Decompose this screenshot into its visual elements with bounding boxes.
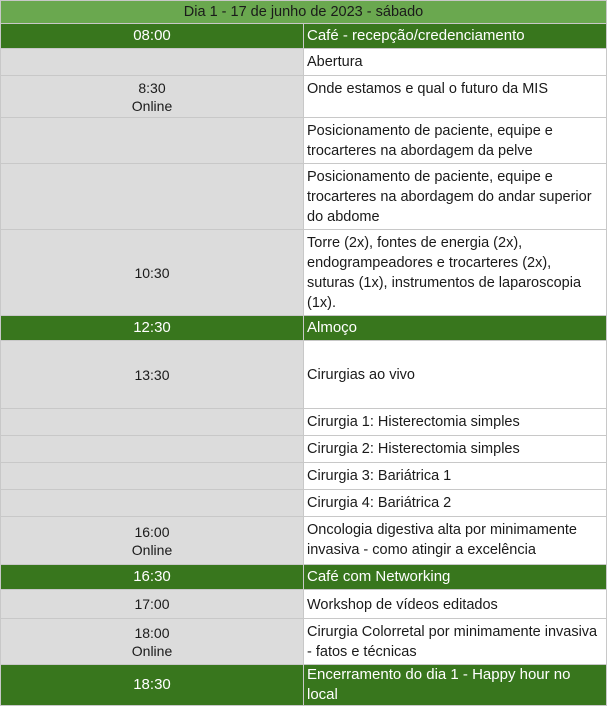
time-cell [1,118,304,164]
activity: Posicionamento de paciente, equipe e trocarteres na abordagem do andar superior do abdome [304,164,607,230]
time-cell [1,164,304,230]
schedule-row [1,619,607,665]
time-cell [1,490,304,517]
time-cell [1,436,304,463]
activity: Oncologia digestiva alta por minimamente invasiva - como atingir a excelência [304,517,607,565]
schedule-row [1,164,607,230]
schedule-row-highlight [1,665,607,706]
activity: Cirurgia 1: Histerectomia simples [304,409,607,436]
online-label: Online [131,541,173,558]
schedule-row-highlight [1,565,607,590]
header-row [1,1,607,24]
time-cell [1,230,304,316]
schedule-row [1,436,607,463]
schedule-row-highlight [1,316,607,341]
day-title: Dia 1 - 17 de junho de 2023 - sábado [1,1,607,24]
schedule-row [1,118,607,164]
time-cell [1,619,304,665]
time-cell [1,463,304,490]
time: 18:30 [133,676,171,693]
schedule-row [1,341,607,409]
time: 08:00 [133,27,171,44]
activity: Cirurgia 4: Bariátrica 2 [304,490,607,517]
activity: Almoço [304,316,607,341]
schedule-row [1,490,607,517]
activity: Encerramento do dia 1 - Happy hour no local [304,665,607,706]
online-label: Online [131,642,173,659]
activity: Posicionamento de paciente, equipe e trocarteres na abordagem da pelve [304,118,607,164]
time-cell [1,49,304,76]
activity: Cirurgias ao vivo [304,341,607,409]
time-cell [1,590,304,619]
time: 17:00 [134,596,170,612]
time: 8:30 [138,79,166,96]
activity: Torre (2x), fontes de energia (2x), endogrampeadores e trocarteres (2x), suturas (1x), instrumentos de laparoscopia (1x). [304,230,607,316]
activity: Cirurgia 3: Bariátrica 1 [304,463,607,490]
schedule-row [1,76,607,118]
activity: Abertura [304,49,607,76]
time-cell [1,517,304,565]
time: 18:00 [134,624,170,641]
schedule-row [1,230,607,316]
time-cell [1,316,304,341]
schedule-row [1,463,607,490]
time: 13:30 [134,366,170,383]
time-cell [1,409,304,436]
schedule-row [1,49,607,76]
online-label: Online [131,97,173,114]
time: 16:00 [134,523,170,540]
activity: Café - recepção/credenciamento [304,24,607,49]
schedule-row [1,409,607,436]
time: 10:30 [134,264,170,281]
time-cell [1,665,304,706]
time: 12:30 [133,319,171,336]
activity: Cirurgia 2: Histerectomia simples [304,436,607,463]
schedule-row-highlight [1,24,607,49]
activity: Workshop de vídeos editados [304,590,607,619]
time-cell [1,24,304,49]
schedule-row [1,517,607,565]
activity: Cirurgia Colorretal por minimamente invasiva - fatos e técnicas [304,619,607,665]
time-cell [1,565,304,590]
activity: Onde estamos e qual o futuro da MIS [304,76,607,118]
time-cell [1,76,304,118]
time: 16:30 [133,568,171,585]
time-cell [1,341,304,409]
schedule-row [1,590,607,619]
activity: Café com Networking [304,565,607,590]
